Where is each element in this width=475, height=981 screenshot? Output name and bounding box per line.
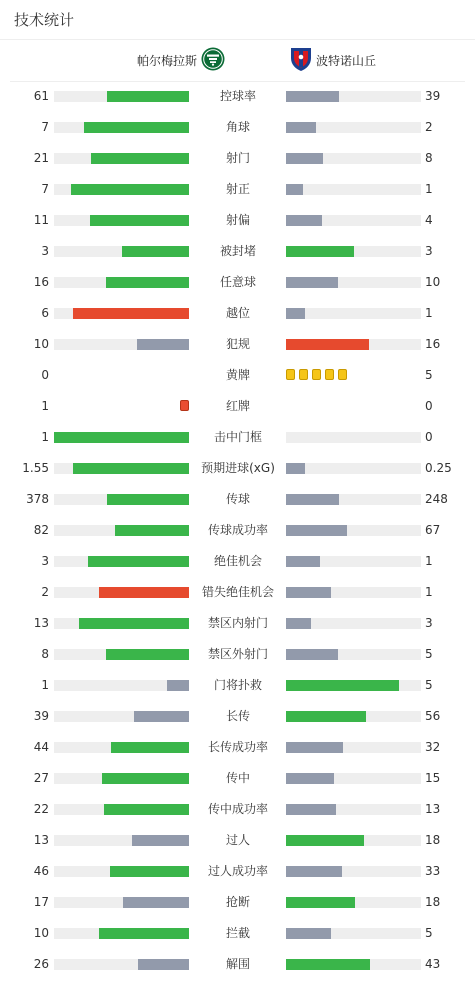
stat-label: 禁区外射门 xyxy=(207,647,268,661)
away-stat-bar-track xyxy=(286,742,421,753)
stat-row xyxy=(0,143,475,174)
away-stat-bar-track xyxy=(286,432,421,443)
stat-label: 禁区内射门 xyxy=(207,616,268,630)
home-stat-value: 17 xyxy=(33,895,49,909)
stat-label: 犯规 xyxy=(225,337,250,351)
home-stat-bar-track xyxy=(54,153,189,164)
away-stat-value: 3 xyxy=(425,616,433,630)
home-stat-bar xyxy=(99,587,189,598)
home-stat-bar xyxy=(99,928,189,939)
home-stat-value: 7 xyxy=(41,120,49,134)
away-stat-bar xyxy=(286,804,336,815)
away-stat-bar xyxy=(286,866,342,877)
away-stat-bar-track xyxy=(286,804,421,815)
stat-row xyxy=(0,763,475,794)
away-stat-bar xyxy=(286,153,323,164)
stat-label: 被封堵 xyxy=(219,244,256,258)
home-stat-value: 13 xyxy=(33,616,49,630)
stat-row xyxy=(0,112,475,143)
home-stat-bar xyxy=(73,463,189,474)
away-stat-bar-track xyxy=(286,773,421,784)
away-stat-bar-track xyxy=(286,494,421,505)
home-stat-bar-track xyxy=(54,618,189,629)
home-stat-bar xyxy=(137,339,189,350)
away-stat-bar-track xyxy=(286,680,421,691)
home-stat-value: 11 xyxy=(33,213,49,227)
home-stat-value: 378 xyxy=(26,492,49,506)
away-cards xyxy=(286,369,347,382)
stat-label: 传中 xyxy=(225,771,250,785)
stat-label: 绝佳机会 xyxy=(213,554,262,568)
away-stat-value: 0.25 xyxy=(425,461,452,475)
away-stat-value: 1 xyxy=(425,585,433,599)
away-stat-bar xyxy=(286,184,303,195)
away-stat-value: 1 xyxy=(425,306,433,320)
stat-label: 过人 xyxy=(225,833,250,847)
away-stat-bar xyxy=(286,959,370,970)
home-stat-value: 16 xyxy=(33,275,49,289)
home-stat-value: 44 xyxy=(33,740,49,754)
home-stat-bar xyxy=(106,277,189,288)
home-stat-value: 3 xyxy=(41,244,49,258)
away-stat-value: 8 xyxy=(425,151,433,165)
away-stat-bar-track xyxy=(286,618,421,629)
away-stat-bar-track xyxy=(286,711,421,722)
stat-label: 射门 xyxy=(225,151,250,165)
away-stat-bar-track xyxy=(286,525,421,536)
home-stat-value: 39 xyxy=(33,709,49,723)
away-stat-bar-track xyxy=(286,835,421,846)
stat-label: 长传 xyxy=(225,709,250,723)
away-stat-bar-track xyxy=(286,897,421,908)
home-stat-bar-track xyxy=(54,649,189,660)
stat-row xyxy=(0,918,475,949)
home-stat-bar-track xyxy=(54,339,189,350)
home-stat-bar-track xyxy=(54,587,189,598)
home-stat-bar-track xyxy=(54,91,189,102)
home-stat-bar-track xyxy=(54,835,189,846)
yellow-card-icon xyxy=(312,369,321,380)
home-stat-value: 22 xyxy=(33,802,49,816)
stat-label: 门将扑救 xyxy=(213,678,262,692)
yellow-card-icon xyxy=(325,369,334,380)
home-stat-bar xyxy=(84,122,189,133)
home-stat-bar-track xyxy=(54,122,189,133)
away-stat-bar-track xyxy=(286,649,421,660)
away-stat-value: 16 xyxy=(425,337,441,351)
stat-label: 控球率 xyxy=(219,89,256,103)
away-stat-value: 1 xyxy=(425,182,433,196)
away-stat-value: 4 xyxy=(425,213,433,227)
away-stat-bar xyxy=(286,122,316,133)
home-cards xyxy=(180,400,189,413)
away-stat-value: 3 xyxy=(425,244,433,258)
away-stat-value: 5 xyxy=(425,678,433,692)
away-stat-bar-track xyxy=(286,928,421,939)
away-stat-bar-track xyxy=(286,308,421,319)
away-stat-bar xyxy=(286,711,366,722)
away-stat-bar-track xyxy=(286,556,421,567)
home-stat-bar-track xyxy=(54,246,189,257)
away-stat-bar xyxy=(286,556,320,567)
home-stat-bar xyxy=(111,742,189,753)
away-stat-bar xyxy=(286,928,331,939)
home-stat-bar-track xyxy=(54,773,189,784)
away-stat-value: 0 xyxy=(425,430,433,444)
away-stat-value: 43 xyxy=(425,957,441,971)
away-stat-value: 32 xyxy=(425,740,441,754)
home-stat-value: 46 xyxy=(33,864,49,878)
yellow-card-icon xyxy=(286,369,295,380)
away-stat-bar-track xyxy=(286,866,421,877)
home-stat-bar-track xyxy=(54,866,189,877)
stat-row xyxy=(0,81,475,112)
home-team-name: 帕尔梅拉斯 xyxy=(136,54,197,68)
away-stat-bar-track xyxy=(286,246,421,257)
away-stat-bar xyxy=(286,339,369,350)
stat-row xyxy=(0,298,475,329)
stat-label: 传球 xyxy=(225,492,250,506)
stat-label: 传中成功率 xyxy=(207,802,268,816)
home-stat-bar-track xyxy=(54,897,189,908)
away-stat-bar xyxy=(286,618,311,629)
away-stat-bar xyxy=(286,463,305,474)
home-stat-value: 7 xyxy=(41,182,49,196)
home-stat-bar xyxy=(132,835,189,846)
home-stat-value: 13 xyxy=(33,833,49,847)
away-stat-bar-track xyxy=(286,91,421,102)
home-stat-bar-track xyxy=(54,184,189,195)
home-stat-bar-track xyxy=(54,525,189,536)
away-stat-value: 33 xyxy=(425,864,441,878)
home-stat-bar xyxy=(138,959,189,970)
home-stat-bar xyxy=(107,91,189,102)
home-stat-value: 2 xyxy=(41,585,49,599)
home-stat-bar xyxy=(90,215,189,226)
away-stat-bar xyxy=(286,215,322,226)
home-stat-bar xyxy=(79,618,189,629)
away-stat-value: 18 xyxy=(425,895,441,909)
home-stat-value: 10 xyxy=(33,926,49,940)
stat-row xyxy=(0,701,475,732)
home-stat-bar-track xyxy=(54,215,189,226)
stat-row xyxy=(0,856,475,887)
home-stat-bar-track xyxy=(54,308,189,319)
home-stat-bar xyxy=(88,556,189,567)
stat-label: 射偏 xyxy=(225,213,250,227)
stat-label: 传球成功率 xyxy=(207,523,268,537)
away-stat-bar-track xyxy=(286,339,421,350)
home-stat-bar-track xyxy=(54,742,189,753)
stat-row xyxy=(0,732,475,763)
yellow-card-icon xyxy=(299,369,308,380)
away-stat-bar-track xyxy=(286,587,421,598)
home-stat-bar xyxy=(123,897,189,908)
stat-label: 预期进球(xG) xyxy=(201,461,275,475)
stat-row xyxy=(0,422,475,453)
away-stat-bar xyxy=(286,277,338,288)
stat-label: 抢断 xyxy=(225,895,250,909)
home-stat-bar xyxy=(71,184,189,195)
home-stat-value: 6 xyxy=(41,306,49,320)
stat-row xyxy=(0,205,475,236)
home-stat-bar xyxy=(167,680,190,691)
away-stat-value: 0 xyxy=(425,399,433,413)
away-stat-bar-track xyxy=(286,184,421,195)
home-stat-value: 61 xyxy=(33,89,49,103)
away-stat-bar xyxy=(286,773,334,784)
away-stat-value: 1 xyxy=(425,554,433,568)
yellow-card-icon xyxy=(338,369,347,380)
home-stat-bar xyxy=(134,711,189,722)
stat-label: 长传成功率 xyxy=(207,740,268,754)
home-stat-value: 27 xyxy=(33,771,49,785)
home-stat-bar-track xyxy=(54,804,189,815)
home-stat-value: 0 xyxy=(41,368,49,382)
away-stat-value: 18 xyxy=(425,833,441,847)
home-stat-bar xyxy=(107,494,189,505)
away-stat-bar-track xyxy=(286,153,421,164)
away-stat-value: 56 xyxy=(425,709,441,723)
home-stat-bar-track xyxy=(54,494,189,505)
away-stat-bar xyxy=(286,680,399,691)
stat-label: 过人成功率 xyxy=(207,864,268,878)
away-team-name: 波特诺山丘 xyxy=(316,54,377,68)
stat-row xyxy=(0,546,475,577)
stat-row xyxy=(0,515,475,546)
home-stat-bar-track xyxy=(54,556,189,567)
red-card-icon xyxy=(180,400,189,411)
home-stat-bar xyxy=(54,432,189,443)
away-stat-value: 13 xyxy=(425,802,441,816)
stat-row xyxy=(0,670,475,701)
stat-row xyxy=(0,577,475,608)
home-stat-bar xyxy=(102,773,189,784)
stat-row xyxy=(0,484,475,515)
home-stat-bar xyxy=(115,525,189,536)
home-stat-value: 1 xyxy=(41,430,49,444)
home-stat-bar-track xyxy=(54,959,189,970)
away-stat-value: 39 xyxy=(425,89,441,103)
stat-row xyxy=(0,949,475,980)
stat-label: 黄牌 xyxy=(225,368,250,382)
stat-row xyxy=(0,360,475,391)
stat-row xyxy=(0,887,475,918)
away-stat-bar xyxy=(286,91,339,102)
away-stat-bar xyxy=(286,494,339,505)
home-stat-bar xyxy=(106,649,189,660)
stat-row xyxy=(0,174,475,205)
away-stat-value: 67 xyxy=(425,523,441,537)
away-stat-value: 5 xyxy=(425,926,433,940)
stat-label: 拦截 xyxy=(225,926,250,940)
home-stat-value: 3 xyxy=(41,554,49,568)
stat-label: 错失绝佳机会 xyxy=(201,585,274,599)
stat-row xyxy=(0,794,475,825)
away-stat-bar xyxy=(286,308,305,319)
home-stat-bar xyxy=(104,804,189,815)
away-stat-value: 10 xyxy=(425,275,441,289)
home-stat-value: 1 xyxy=(41,399,49,413)
stat-row xyxy=(0,391,475,422)
away-stat-bar xyxy=(286,246,354,257)
home-stat-value: 82 xyxy=(33,523,49,537)
stat-row xyxy=(0,608,475,639)
home-stat-bar xyxy=(122,246,190,257)
home-stat-value: 10 xyxy=(33,337,49,351)
home-stat-value: 1 xyxy=(41,678,49,692)
home-stat-bar xyxy=(91,153,189,164)
away-stat-bar-track xyxy=(286,959,421,970)
away-stat-value: 5 xyxy=(425,647,433,661)
home-stat-bar-track xyxy=(54,928,189,939)
away-stat-bar-track xyxy=(286,463,421,474)
home-stat-value: 21 xyxy=(33,151,49,165)
away-stat-bar-track xyxy=(286,215,421,226)
stat-row xyxy=(0,267,475,298)
home-stat-bar xyxy=(73,308,189,319)
home-stat-bar-track xyxy=(54,277,189,288)
stat-label: 解围 xyxy=(225,957,250,971)
home-stat-value: 26 xyxy=(33,957,49,971)
away-stat-bar xyxy=(286,742,343,753)
stat-label: 越位 xyxy=(225,306,250,320)
home-stat-bar-track xyxy=(54,711,189,722)
away-stat-bar xyxy=(286,587,331,598)
stat-row xyxy=(0,236,475,267)
away-stat-value: 15 xyxy=(425,771,441,785)
stat-label: 任意球 xyxy=(219,275,256,289)
stat-label: 红牌 xyxy=(225,399,250,413)
home-stat-bar xyxy=(110,866,189,877)
stat-row xyxy=(0,639,475,670)
away-stat-value: 5 xyxy=(425,368,433,382)
away-stat-value: 2 xyxy=(425,120,433,134)
away-stat-bar-track xyxy=(286,122,421,133)
home-stat-bar-track xyxy=(54,463,189,474)
stat-label: 射正 xyxy=(225,182,250,196)
away-stat-bar-track xyxy=(286,277,421,288)
page-title: 技术统计 xyxy=(14,11,75,29)
home-stat-bar-track xyxy=(54,680,189,691)
home-stat-value: 8 xyxy=(41,647,49,661)
away-stat-value: 248 xyxy=(425,492,448,506)
away-stat-bar xyxy=(286,897,355,908)
stat-row xyxy=(0,329,475,360)
away-stat-bar xyxy=(286,835,364,846)
away-stat-bar xyxy=(286,525,347,536)
stat-label: 角球 xyxy=(225,120,250,134)
stat-row xyxy=(0,453,475,484)
home-stat-value: 1.55 xyxy=(22,461,49,475)
home-stat-bar-track xyxy=(54,432,189,443)
stat-label: 击中门框 xyxy=(213,430,262,444)
away-stat-bar xyxy=(286,649,338,660)
stat-row xyxy=(0,825,475,856)
